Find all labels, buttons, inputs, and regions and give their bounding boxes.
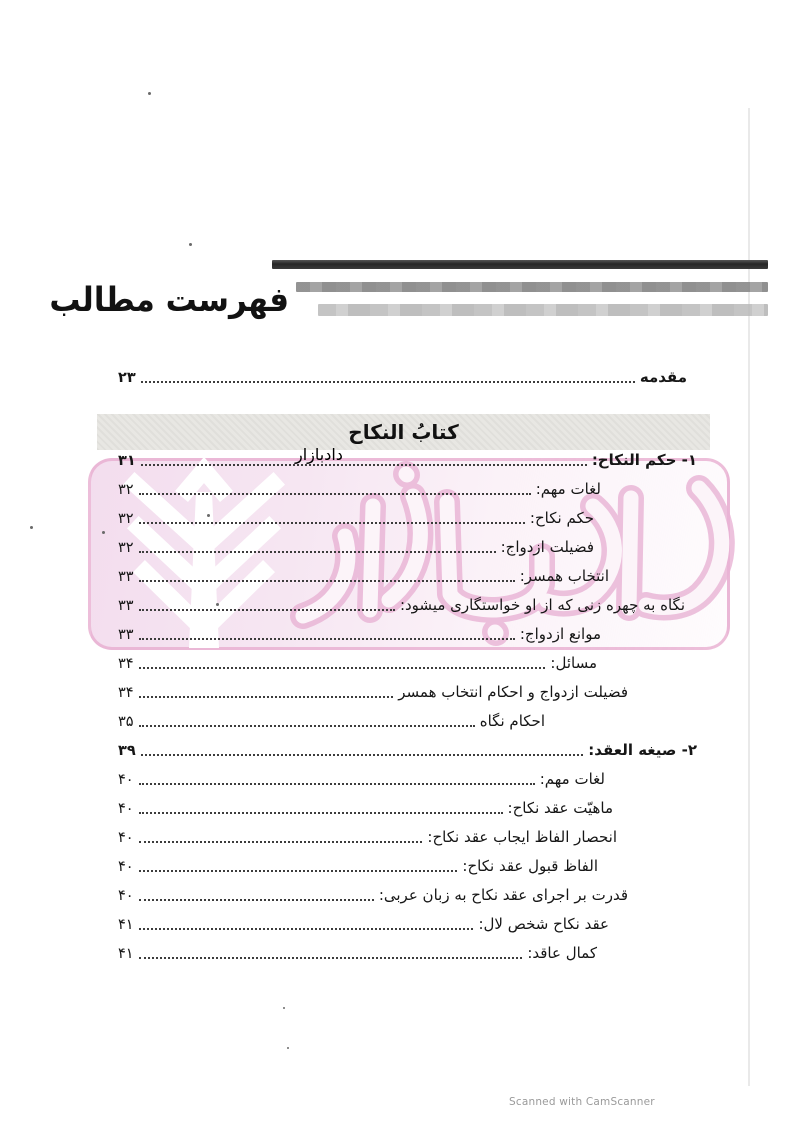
toc-entry-label: نگاه به چهره زنی که از او خواستگاری میشود: [399,596,685,614]
dotted-leader [141,754,584,756]
toc-row [118,451,707,470]
toc-entry-label: مسائل: [550,654,597,672]
toc-entry-label: ماهیّت عقد نکاح: [507,799,613,817]
toc-entry-page-number: ۴۰ [118,829,134,846]
scan-speck [207,514,210,517]
toc-row [118,886,707,905]
toc-entry-page-number: ۴۰ [118,858,134,875]
toc-entry-label: ۲- صیغه العقد: [588,741,697,759]
toc-row [118,625,707,644]
toc-entry-label: موانع ازدواج: [519,625,601,643]
toc-entry-page-number: ۳۳ [118,597,134,614]
dotted-leader [141,381,635,383]
scan-speck [216,603,219,606]
toc-entry-page-number: ۳۴ [118,655,134,672]
dotted-leader [139,493,531,495]
toc-entry-label: فضیلت ازدواج و احکام انتخاب همسر [398,683,628,701]
toc-entry-page-number: ۴۰ [118,771,134,788]
toc-entry-page-number: ۴۱ [118,945,134,962]
toc-entry-label: الفاظ قبول عقد نکاح: [462,857,598,875]
dotted-leader [139,609,395,611]
dotted-leader [139,638,515,640]
dotted-leader [139,870,458,872]
toc-entry-label: فضیلت ازدواج: [500,538,594,556]
dotted-leader [139,580,515,582]
toc-row [118,567,707,586]
toc-entry-label: لغات مهم: [535,480,601,498]
toc-entry-page-number: ۳۲ [118,481,134,498]
dotted-leader [139,696,394,698]
svg-text:دادبازار: دادبازار [295,445,343,464]
scan-speck [287,1047,289,1049]
toc-entry-page-number: ۴۱ [118,916,134,933]
toc-entry-label: قدرت بر اجرای عقد نکاح به زبان عربی: [378,886,628,904]
dotted-leader [139,957,523,959]
toc-row [118,683,707,702]
toc-row [118,915,707,934]
toc-row [118,596,707,615]
toc-row [118,509,707,528]
dotted-leader [139,928,474,930]
toc-entry-label: حکم نکاح: [529,509,594,527]
toc-entry-page-number: ۳۳ [118,568,134,585]
scan-speck [30,526,33,529]
toc-row [118,857,707,876]
scan-speck [283,1007,285,1009]
dotted-leader [139,812,503,814]
header-rule-light [318,304,768,316]
camscanner-credit: Scanned with CamScanner [509,1096,655,1108]
dotted-leader [139,899,374,901]
toc-entry-page-number: ۴۰ [118,800,134,817]
toc-entry-page-number: ۳۵ [118,713,134,730]
toc-row [118,538,707,557]
dotted-leader [139,551,496,553]
toc-entry-label: ۱- حکم النکاح: [591,451,697,469]
toc-row [118,799,707,818]
scan-speck [148,92,151,95]
toc-entry-label: انتخاب همسر: [519,567,609,585]
toc-entry-page-number: ۳۲ [118,510,134,527]
toc-entry-label: کمال عاقد: [527,944,597,962]
toc-entry-page-number: ۳۹ [118,742,136,759]
dotted-leader [139,522,525,524]
toc-row [118,741,707,760]
toc-row [118,480,707,499]
toc-row [118,654,707,673]
dotted-leader [139,725,475,727]
section-band [97,414,710,450]
toc-entry-page-number: ۳۳ [118,626,134,643]
toc-entry-page-number: ۳۱ [118,452,136,469]
scan-speck [102,531,105,534]
toc-row [118,944,707,963]
toc-row [118,828,707,847]
toc-entry-label: مقدمه [639,368,687,386]
header-rule-dark [272,260,768,269]
scan-fold-line [748,108,750,1086]
dotted-leader [139,841,423,843]
section-band-title: کتابُ النکاح [348,420,459,444]
toc-entry-page-number: ۳۴ [118,684,134,701]
toc-row [118,712,707,731]
toc-entry-label: لغات مهم: [539,770,605,788]
toc-entry-label: احکام نگاه [479,712,545,730]
dotted-leader [141,464,587,466]
toc-entry-page-number: ۴۰ [118,887,134,904]
header-rule-mid [296,282,768,292]
toc-entry-label: انحصار الفاظ ایجاب عقد نکاح: [427,828,617,846]
scan-speck [189,243,192,246]
toc-entry-label: عقد نکاح شخص لال: [478,915,609,933]
toc-entry-page-number: ۳۲ [118,539,134,556]
toc-row [118,770,707,789]
toc-row [118,368,707,387]
page-title: فهرست مطالب [49,281,289,320]
dotted-leader [139,783,535,785]
dotted-leader [139,667,546,669]
toc-entry-page-number: ۲۳ [118,369,136,386]
